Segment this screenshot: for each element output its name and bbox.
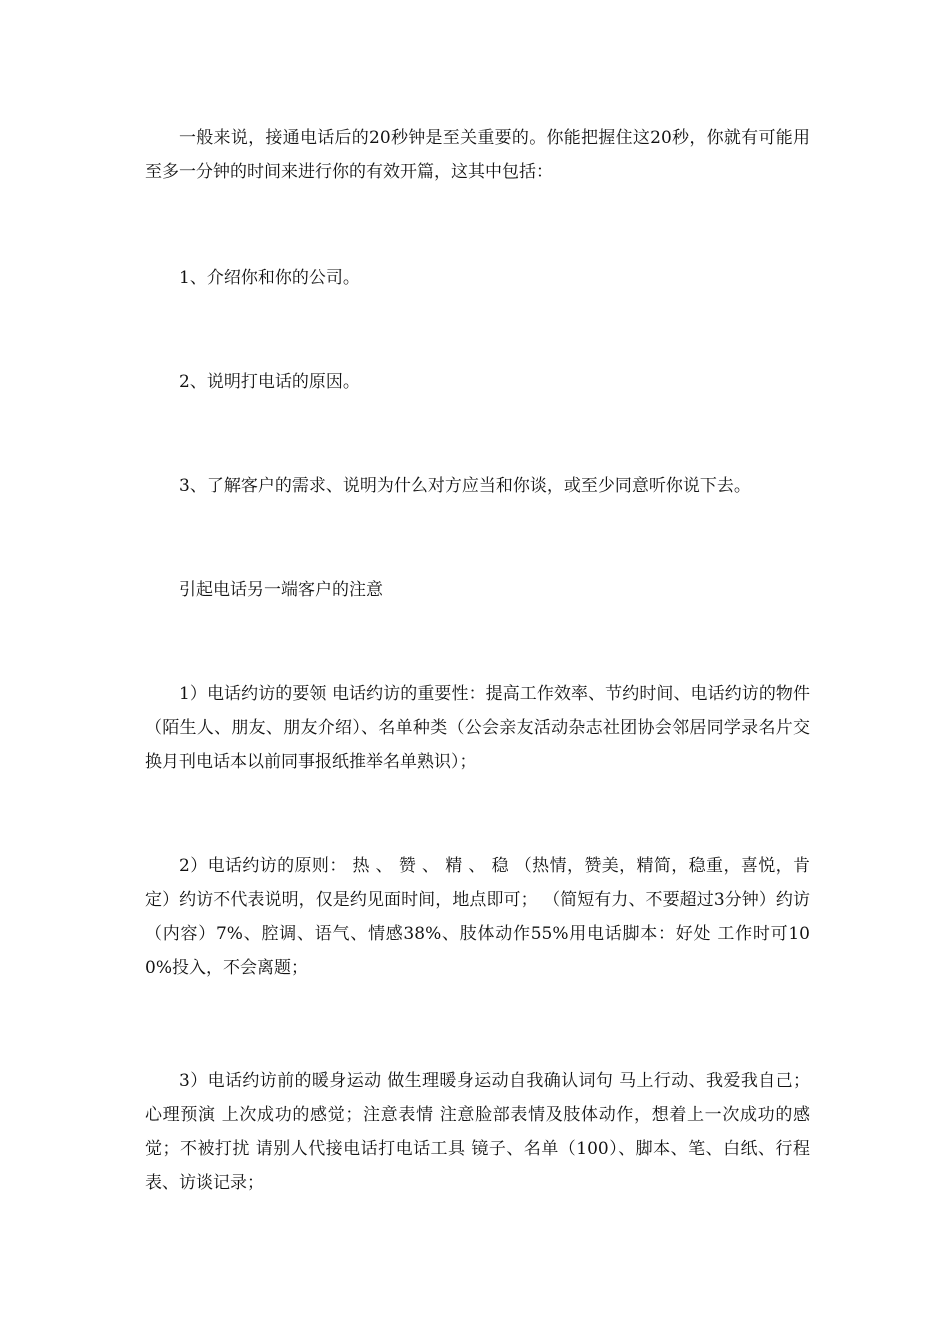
tip-paragraph-3: 3）电话约访前的暖身运动 做生理暖身运动自我确认词句 马上行动、我爱我自己；心理预演 上次成功的感觉；注意表情 注意脸部表情及肢体动作，想着上一次成功的感觉；不被打扰 请别人代接电话打电话工具 镜子、名单（100）、脚本、笔、白纸、行程表、访谈记录； [145,1071,810,1193]
list-item-needs: 3、了解客户的需求、说明为什么对方应当和你谈，或至少同意听你说下去。 [179,476,751,496]
list-item-introduce: 1、介绍你和你的公司。 [179,268,360,288]
section-heading: 引起电话另一端客户的注意 [179,580,383,600]
tip-paragraph-1: 1）电话约访的要领 电话约访的重要性：提高工作效率、节约时间、电话约访的物件（陌生人、朋友、朋友介绍）、名单种类（公会亲友活动杂志社团协会邻居同学录名片交换月刊电话本以前同事报纸推举名单熟识）； [145,684,810,772]
list-item-reason: 2、说明打电话的原因。 [179,372,360,392]
intro-paragraph: 一般来说，接通电话后的20秒钟是至关重要的。你能把握住这20秒，你就有可能用至多一分钟的时间来进行你的有效开篇，这其中包括： [145,128,810,182]
tip-paragraph-2: 2）电话约访的原则： 热 、 赞 、 精 、 稳 （热情，赞美，精简，稳重，喜悦，肯定）约访不代表说明，仅是约见面时间，地点即可； （简短有力、不要超过3分钟）约访（内容）7%、腔调、语气、情感38%、肢体动作55%用电话脚本：好处 工作时可100%投入，不会离题； [145,856,810,978]
